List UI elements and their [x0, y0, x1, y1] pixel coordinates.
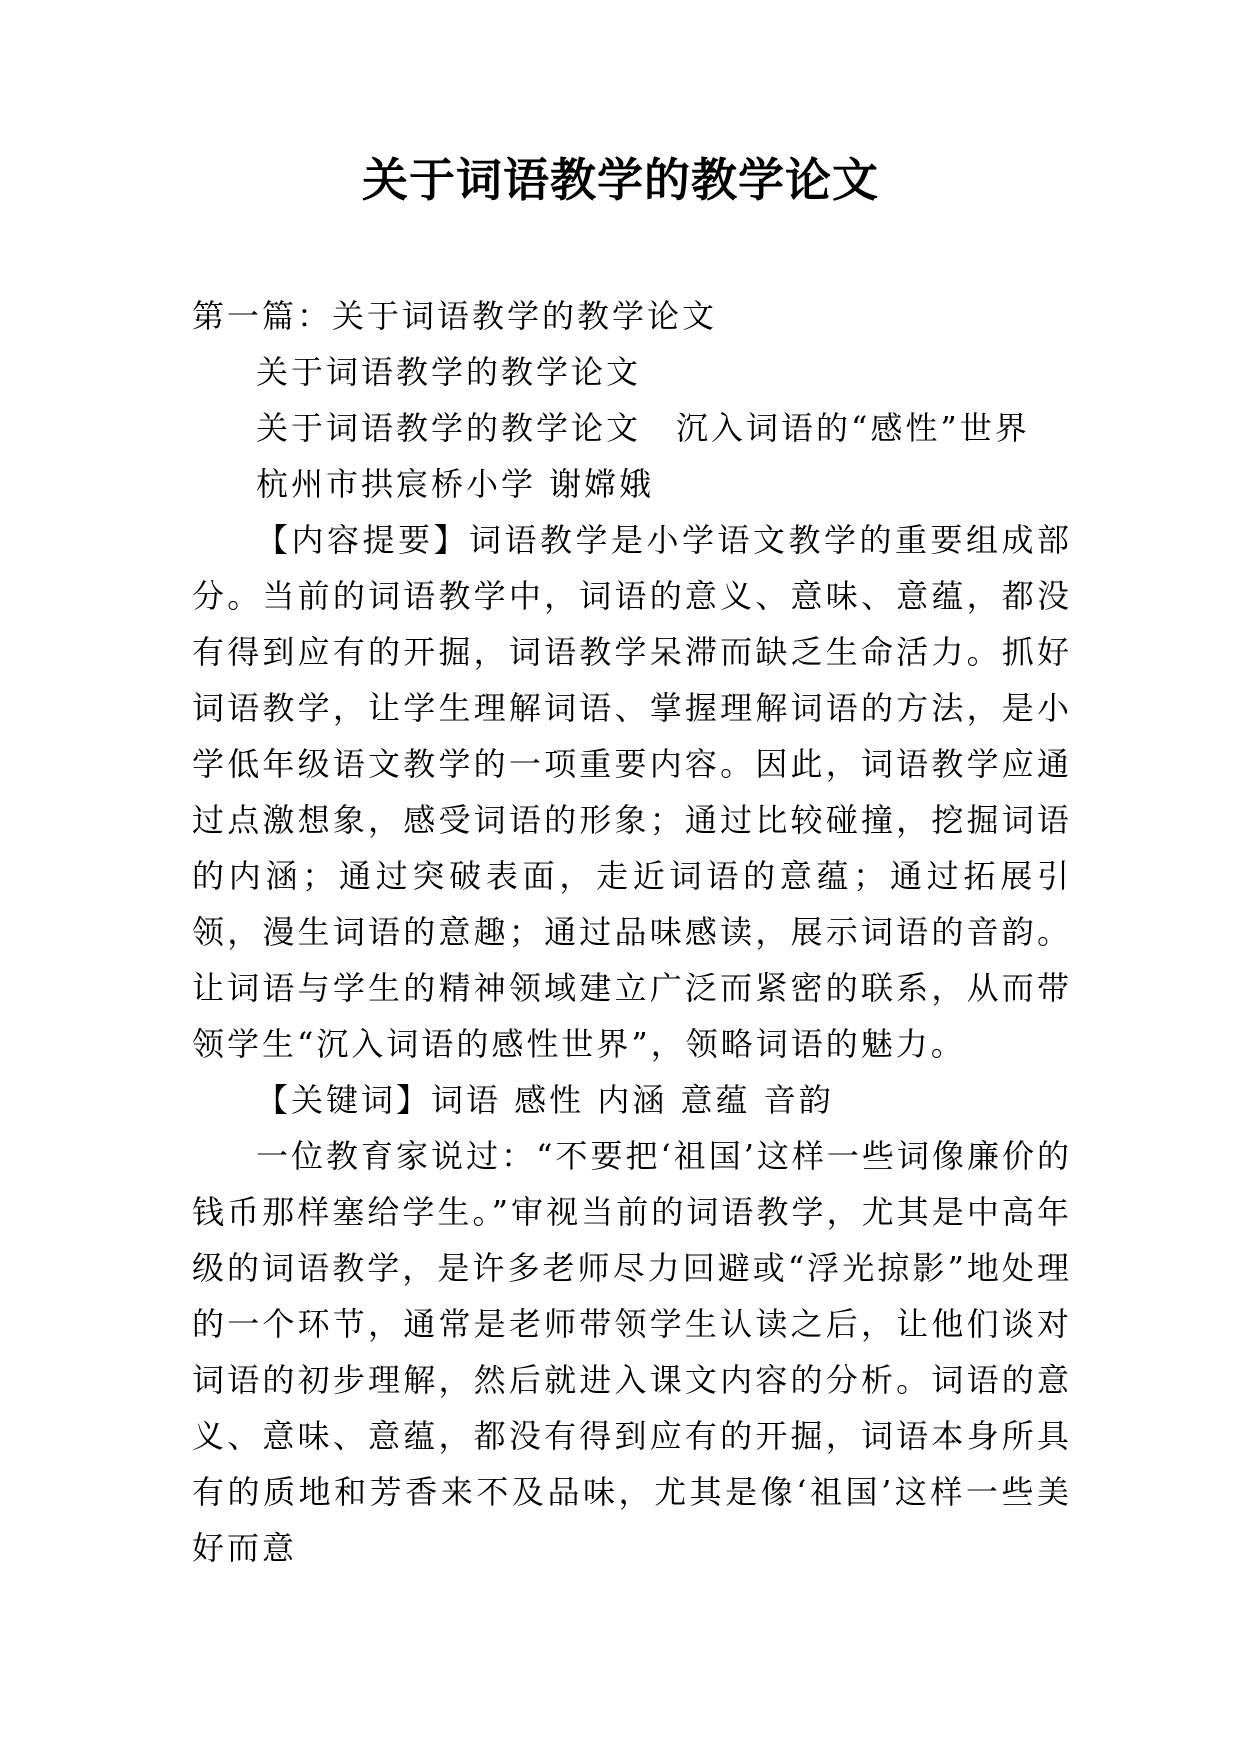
keywords-line: 【关键词】词语 感性 内涵 意蕴 音韵	[256, 1081, 834, 1119]
article-title: 关于词语教学的教学论文 沉入词语的“感性”世界	[256, 409, 1030, 447]
document-body	[192, 288, 1072, 1576]
document-title: 关于词语教学的教学论文	[362, 153, 879, 207]
chapter-heading: 第一篇：关于词语教学的教学论文	[192, 297, 718, 335]
body-paragraph: 一位教育家说过：“不要把‘祖国’这样一些词像廉价的钱币那样塞给学生。”审视当前的词语教学，尤其是中高年级的词语教学，是许多老师尽力回避或“浮光掠影”地处理的一个环节，通常是老师带领学生认读之后，让他们谈对词语的初步理解，然后就进入课文内容的分析。词语的意义、意味、意蕴，都没有得到应有的开掘，词语本身所具有的质地和芳香来不及品味，尤其是像‘祖国’这样一些美好而意	[192, 1137, 1072, 1567]
abstract-paragraph: 【内容提要】词语教学是小学语文教学的重要组成部分。当前的词语教学中，词语的意义、意味、意蕴，都没有得到应有的开掘，词语教学呆滞而缺乏生命活力。抓好词语教学，让学生理解词语、掌握理解词语的方法，是小学低年级语文教学的一项重要内容。因此，词语教学应通过点激想象，感受词语的形象；通过比较碰撞，挖掘词语的内涵；通过突破表面，走近词语的意蕴；通过拓展引领，漫生词语的意趣；通过品味感读，展示词语的音韵。让词语与学生的精神领域建立广泛而紧密的联系，从而带领学生“沉入词语的感性世界”，领略词语的魅力。	[192, 521, 1072, 1063]
author-line: 杭州市拱宸桥小学 谢嫦娥	[256, 465, 655, 503]
subtitle: 关于词语教学的教学论文	[256, 353, 642, 391]
